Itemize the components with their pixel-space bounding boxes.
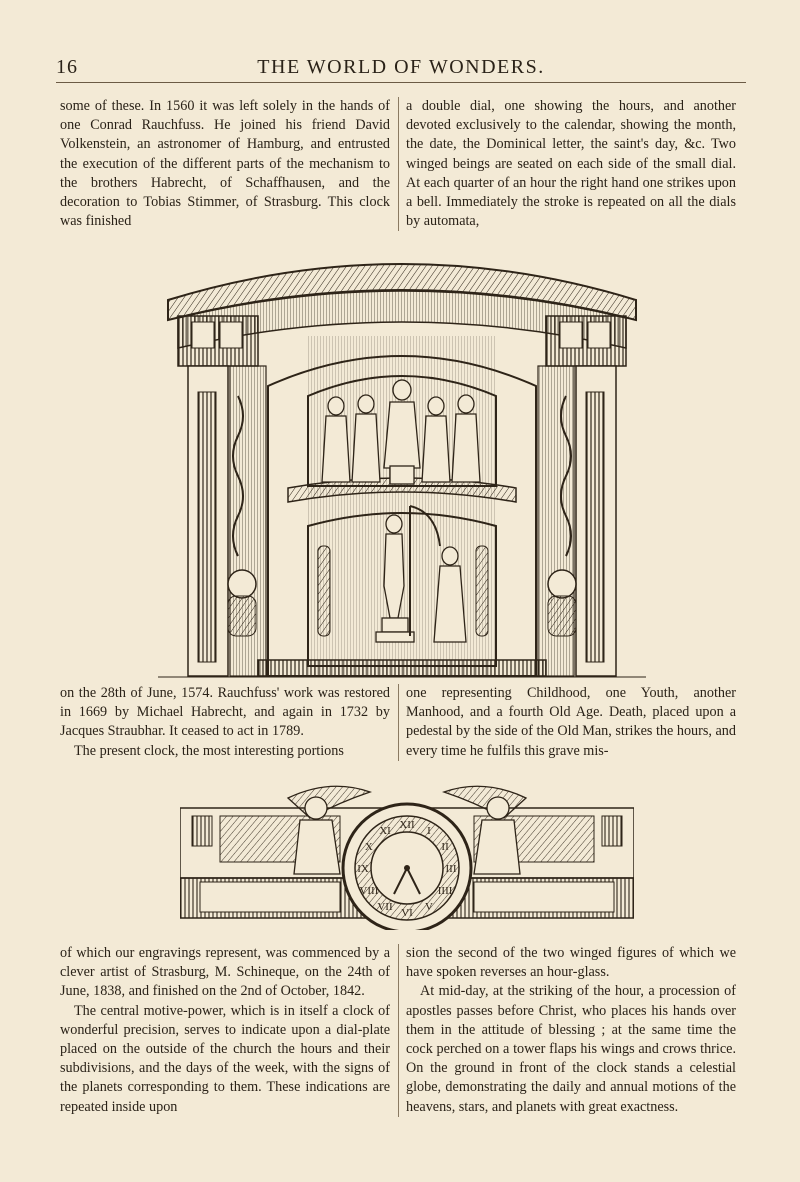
paragraph: one representing Childhood, one Youth, another Manhood, and a fourth Old Age. Death, placed upon a pedestal by the side of the Old Man, strikes the hours, and every time he fulfils this grave mis- [406, 685, 736, 759]
dial-numeral: VI [401, 907, 413, 919]
dial-with-winged-figures-engraving [180, 778, 634, 930]
column-left [60, 944, 390, 1117]
running-head: THE WORLD OF WONDERS. [257, 56, 545, 78]
paragraph: of which our engravings represent, was commenced by a clever artist of Strasburg, M. Schineque, on the 24th of June, 1838, and finished on the 2nd of October, 1842. [60, 945, 390, 1000]
column-right [406, 684, 736, 761]
dial-numeral: V [425, 901, 433, 914]
text-block-middle [60, 684, 736, 761]
paragraph: on the 28th of June, 1574. Rauchfuss' work was restored in 1669 by Michael Habrecht, and again in 1732 by Jacques Straubhar. It ceased to act in 1789. [60, 685, 390, 740]
text-block-top [60, 97, 736, 231]
column-rule [398, 684, 399, 761]
dial-numeral: II [441, 841, 449, 853]
page-header [56, 56, 746, 83]
dial-numeral: I [427, 824, 431, 837]
column-rule [398, 944, 399, 1117]
text-block-bottom [60, 944, 736, 1117]
column-left [60, 684, 390, 761]
dial-numeral: IIII [437, 885, 453, 897]
paragraph: a double dial, one showing the hours, and another devoted exclusively to the calendar, showing the month, the date, the Dominical letter, the saint's day, &c. Two winged beings are seated on each side of the small dial. At each quarter of an hour the right hand one strikes upon a bell. Immediately the stroke is repeated on all the dials by automata, [406, 98, 736, 230]
dial-numeral: XI [379, 824, 391, 837]
dial-numeral: X [364, 841, 373, 853]
paragraph: The present clock, the most interesting portions [74, 742, 344, 759]
dial-numeral: IX [357, 863, 369, 875]
dial-numeral: XII [399, 819, 415, 831]
paragraph: some of these. In 1560 it was left solely in the hands of one Conrad Rauchfuss. He joined his friend David Volkenstein, an astronomer of Hamburg, and entrusted the execution of the different parts of the mechanism to the brothers Habrecht, of Schaffhausen, and the decoration to Tobias Stimmer, of Strasburg. This clock was finished [60, 98, 390, 230]
paragraph: sion the second of the two winged figures of which we have spoken reverses an hour-glass. [406, 945, 736, 981]
column-left [60, 97, 390, 231]
page-number: 16 [56, 56, 78, 78]
clock-tower-engraving-drawing [158, 256, 646, 680]
paragraph: The central motive-power, which is in itself a clock of wonderful precision, serves to indicate upon a dial-plate placed on the outside of the church the hours and their subdivisions, and the days of the week, with the signs of the planets corresponding to them. These indications are repeated inside upon [60, 1002, 390, 1115]
clock-tower-automata-engraving [158, 256, 646, 680]
dial-numeral: III [445, 863, 457, 875]
column-rule [398, 97, 399, 231]
dial-numeral: VII [377, 901, 393, 914]
dial-engraving-drawing [180, 778, 634, 930]
dial-numeral: VIII [359, 885, 379, 897]
column-right [406, 944, 736, 1117]
paragraph: At mid-day, at the striking of the hour, a procession of apostles passes before Christ, who places his hands over them in the attitude of blessing ; at the same time the cock perched on a tower flaps his wings and crows thrice. On the ground in front of the clock stands a celestial globe, demonstrating the daily and annual motions of the heavens, stars, and planets with great exactness. [406, 983, 736, 1115]
column-right [406, 97, 736, 231]
